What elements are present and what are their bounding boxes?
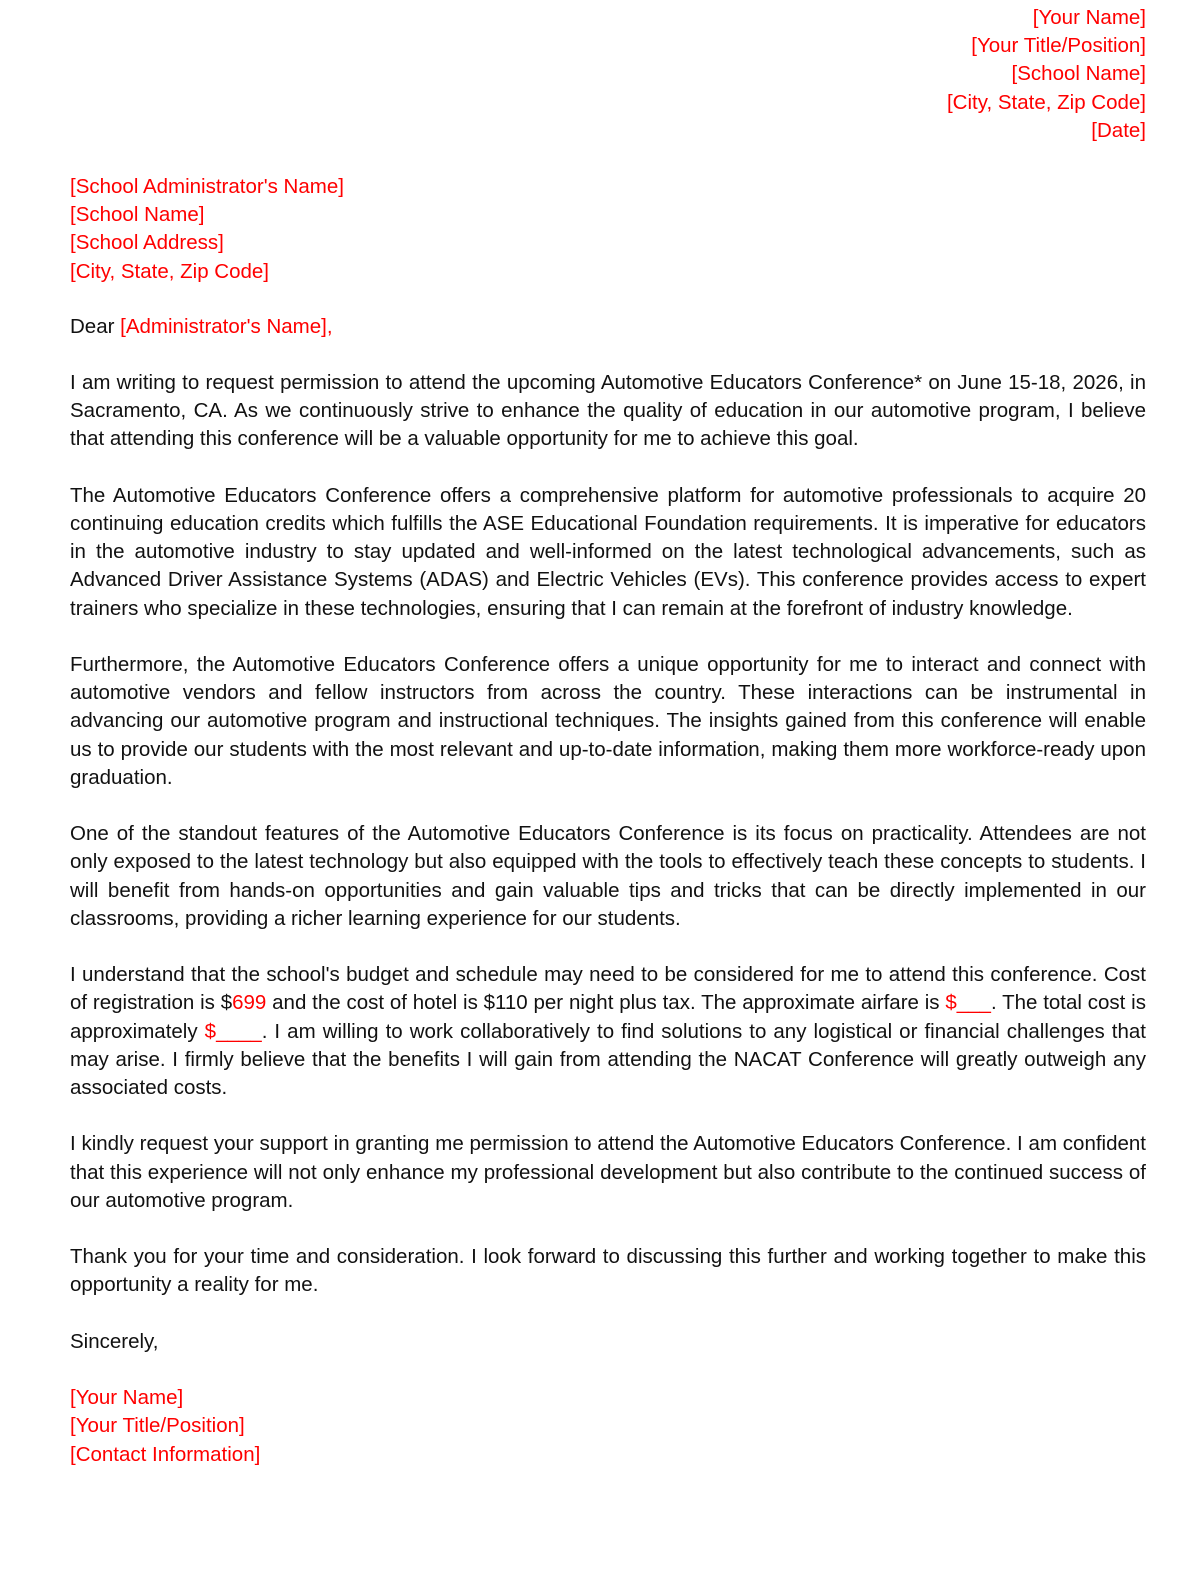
costs-text-4: . I am willing to work collaboratively to find solutions to any logistical or financial challenges that may arise. I firmly believe that the benefits I will gain from attending the NACAT Conference will greatly outweigh any associated costs. <box>70 1019 1146 1100</box>
signature-name[interactable]: [Your Name] <box>70 1386 184 1410</box>
recipient-school[interactable]: [School Name] <box>70 203 205 227</box>
paragraph-costs <box>70 961 1146 1102</box>
costs-text-1: I understand that the school's budget and schedule may need to be considered for me to attend this conference. Cost of registration is $ <box>70 963 1146 1015</box>
registration-cost[interactable]: 699 <box>232 991 267 1015</box>
recipient-name[interactable]: [School Administrator's Name] <box>70 175 344 198</box>
signature-contact[interactable]: [Contact Information] <box>70 1442 261 1466</box>
sender-block <box>947 4 1146 145</box>
sender-school[interactable]: [School Name] <box>1011 62 1146 86</box>
closing: Sincerely, <box>70 1329 159 1353</box>
total-cost-blank[interactable]: $____ <box>204 1019 262 1043</box>
sender-title[interactable]: [Your Title/Position] <box>971 34 1146 58</box>
signature-title[interactable]: [Your Title/Position] <box>70 1414 245 1438</box>
greeting-name[interactable]: [Administrator's Name], <box>120 315 333 338</box>
sender-date[interactable]: [Date] <box>1091 118 1146 142</box>
paragraph-intro: I am writing to request permission to attend the upcoming Automotive Educators Conference* on June 15-18, 2026, in Sacramento, CA. As we continuously strive to enhance the quality of education in our automotive program, I believe that attending this conference will be a valuable opportunity for me to achieve this goal. <box>70 371 1146 451</box>
recipient-address[interactable]: [School Address] <box>70 231 224 255</box>
paragraph-practicality: One of the standout features of the Automotive Educators Conference is its focus on practicality. Attendees are not only exposed to the latest technology but also equipped with the tools to effectively teach these concepts to students. I will benefit from hands-on opportunities and gain valuable tips and tricks that can be directly implemented in our classrooms, providing a richer learning experience for our students. <box>70 822 1146 930</box>
costs-text-3: . The total cost is approximately <box>70 991 1146 1043</box>
greeting <box>70 313 333 341</box>
costs-text-2: and the cost of hotel is $110 per night plus tax. The approximate airfare is <box>266 991 946 1015</box>
sender-city-state-zip[interactable]: [City, State, Zip Code] <box>946 90 1146 114</box>
signature-block <box>70 1384 1146 1469</box>
recipient-city-state-zip[interactable]: [City, State, Zip Code] <box>70 259 270 283</box>
paragraph-networking: Furthermore, the Automotive Educators Conference offers a unique opportunity for me to interact and connect with automotive vendors and fellow instructors from across the country. These interactions can be instrumental in advancing our automotive program and instructional techniques. The insights gained from this conference will enable us to provide our students with the most relevant and up-to-date information, making them more workforce-ready upon graduation. <box>70 653 1146 789</box>
sender-name[interactable]: [Your Name] <box>1032 6 1146 29</box>
recipient-block <box>70 173 344 286</box>
letter-body <box>70 369 1146 1469</box>
greeting-prefix: Dear <box>70 315 121 338</box>
airfare-blank[interactable]: $___ <box>945 991 991 1015</box>
paragraph-thanks: Thank you for your time and consideration. I look forward to discussing this further and working together to make this opportunity a reality for me. <box>70 1245 1146 1297</box>
paragraph-request: I kindly request your support in granting me permission to attend the Automotive Educators Conference. I am confident that this experience will not only enhance my professional development but also contribute to the continued success of our automotive program. <box>70 1132 1146 1212</box>
paragraph-credits: The Automotive Educators Conference offers a comprehensive platform for automotive professionals to acquire 20 continuing education credits which fulfills the ASE Educational Foundation requirements. It is imperative for educators in the automotive industry to stay updated and well-informed on the latest technological advancements, such as Advanced Driver Assistance Systems (ADAS) and Electric Vehicles (EVs). This conference provides access to expert trainers who specialize in these technologies, ensuring that I can remain at the forefront of industry knowledge. <box>70 483 1146 620</box>
